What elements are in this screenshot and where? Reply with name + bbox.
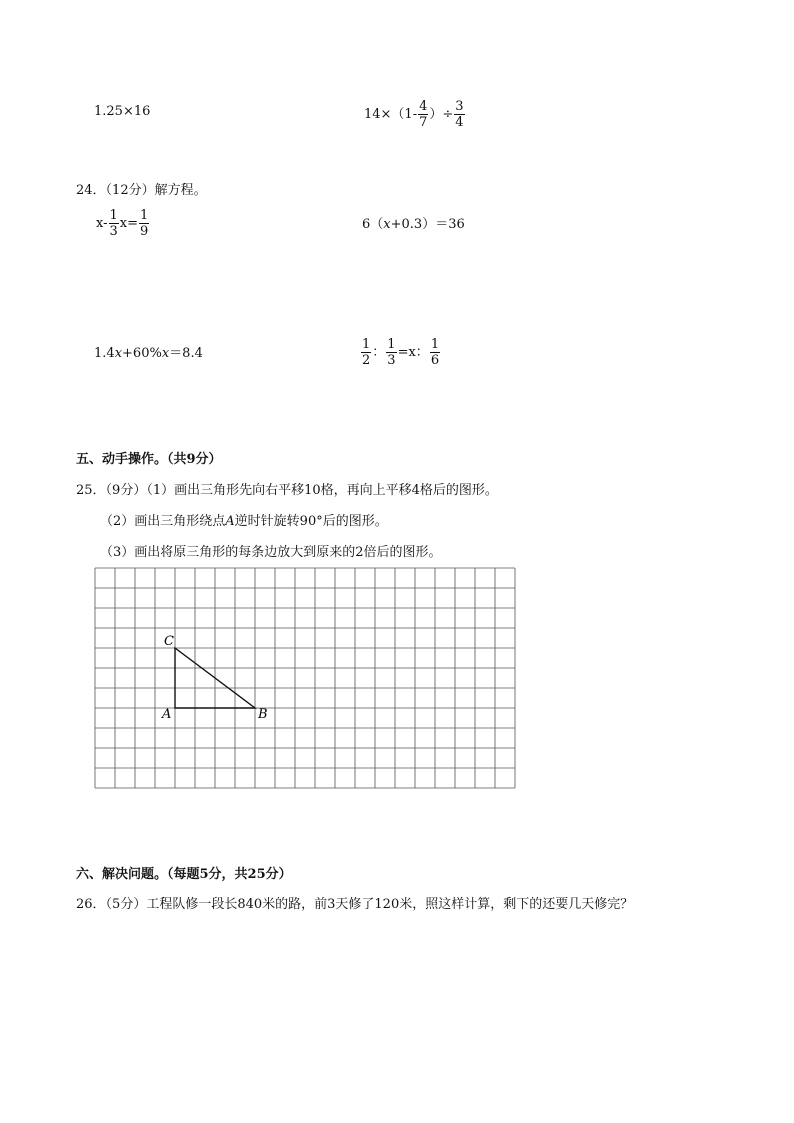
label-point-c: C <box>164 634 174 649</box>
q23-expression-c: 1.25×16 <box>94 104 151 119</box>
q24-equation-4: $\frac{1}{2}$ ： $\frac{1}{3}$ =x： $\frac{1}{6}$ <box>362 337 440 368</box>
q24-equation-1: x- $\frac{1}{3}$ x= $\frac{1}{9}$ <box>96 208 149 239</box>
grid-lines <box>95 568 515 788</box>
q24-eq1-fraction-1: $\frac{1}{3}$ <box>109 208 118 239</box>
q23-d-fraction-1: $\frac{4}{7}$ <box>419 99 428 130</box>
q25-line-1: 25．（9分）（1）画出三角形先向右平移10格，再向上平移4格后的图形。 <box>76 483 498 498</box>
q25-line-3: （3）画出将原三角形的每条边放大到原来的2倍后的图形。 <box>100 545 442 560</box>
q23-d-prefix: 14×（1- <box>364 107 418 122</box>
q24-eq4-fraction-2: $\frac{1}{3}$ <box>387 337 396 368</box>
label-point-a: A <box>162 707 172 722</box>
section-5-title: 五、动手操作。（共9分） <box>76 452 222 467</box>
q23-d-fraction-2: $\frac{3}{4}$ <box>455 99 464 130</box>
q23-d-mid: ）÷ <box>429 107 454 122</box>
label-point-b: B <box>258 707 268 722</box>
q24-eq1-fraction-2: $\frac{1}{9}$ <box>140 208 149 239</box>
q24-header: 24．（12分）解方程。 <box>76 183 207 198</box>
section-6-title: 六、解决问题。（每题5分，共25分） <box>76 867 292 882</box>
q24-eq4-fraction-1: $\frac{1}{2}$ <box>362 337 371 368</box>
q24-eq4-fraction-3: $\frac{1}{6}$ <box>430 337 440 368</box>
q26-text: 26．（5分）工程队修一段长840米的路，前3天修了120米，照这样计算，剩下的还要几天修完？ <box>76 897 634 912</box>
q24-equation-2: 6（x+0.3）＝36 <box>362 217 465 232</box>
q24-equation-3: 1.4x+60%x＝8.4 <box>94 346 203 361</box>
q25-line-2: （2）画出三角形绕点A逆时针旋转90°后的图形。 <box>100 514 388 529</box>
